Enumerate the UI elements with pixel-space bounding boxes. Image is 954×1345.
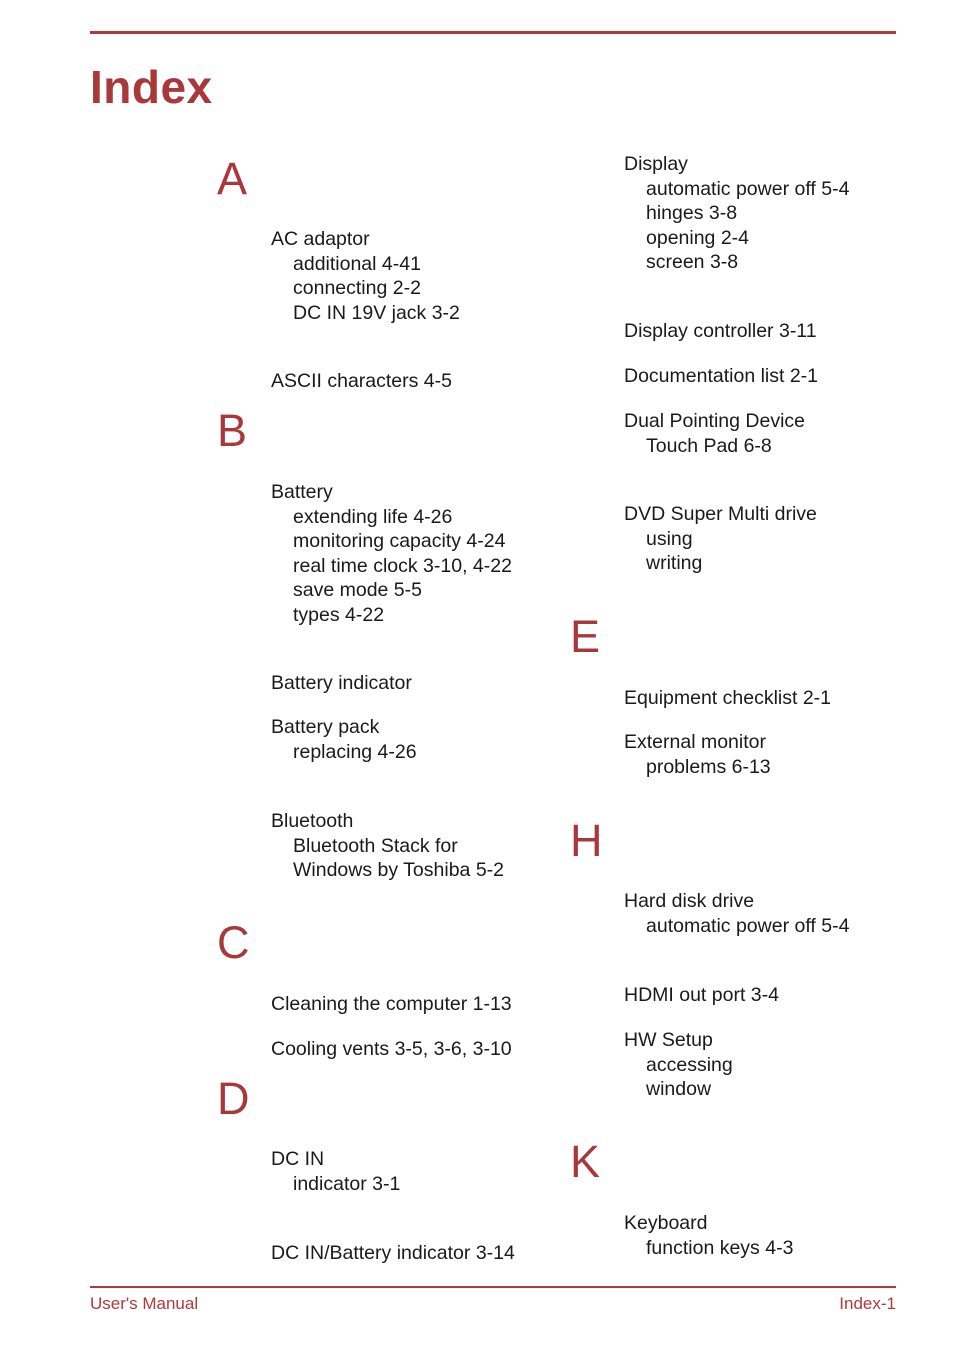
entry-subterm: hinges 3-8 bbox=[646, 202, 738, 224]
entry-subterm: DC IN 19V jack 3-2 bbox=[293, 301, 460, 324]
section-letter-e: E bbox=[570, 611, 601, 662]
entry-subterm: real time clock 3-10, 4-22 bbox=[293, 554, 512, 577]
section-letter-k: K bbox=[570, 1136, 601, 1187]
entry-subterm: Touch Pad 6-8 bbox=[646, 434, 772, 457]
index-entry-dc-in-battery-indicator bbox=[271, 1241, 515, 1266]
index-entry-ascii bbox=[271, 369, 452, 394]
index-entry-bluetooth bbox=[271, 809, 504, 883]
entry-term: Battery indicator bbox=[271, 672, 412, 694]
entry-subterm: accessing bbox=[646, 1053, 733, 1076]
entry-subterm: connecting 2-2 bbox=[293, 277, 421, 299]
index-entry-equipment-checklist bbox=[624, 686, 831, 711]
entry-term: Bluetooth bbox=[271, 810, 354, 832]
entry-subterm: additional 4-41 bbox=[293, 252, 421, 275]
entry-subterm: save mode 5-5 bbox=[293, 579, 422, 601]
entry-term: Documentation list 2-1 bbox=[624, 365, 819, 387]
footer-manual-name: User's Manual bbox=[90, 1294, 199, 1313]
entry-term: DC IN bbox=[271, 1148, 325, 1170]
entry-subterm: screen 3-8 bbox=[646, 251, 739, 273]
entry-subterm: problems 6-13 bbox=[646, 755, 771, 778]
index-entry-dvd-drive bbox=[624, 502, 817, 576]
entry-term: Cleaning the computer 1-13 bbox=[271, 993, 512, 1015]
entry-term: Display controller 3-11 bbox=[624, 320, 817, 342]
index-entry-display bbox=[624, 152, 849, 275]
footer-page-number: Index-1 bbox=[839, 1294, 896, 1313]
entry-subterm: function keys 4-3 bbox=[646, 1236, 794, 1259]
index-entry-cooling-vents bbox=[271, 1037, 512, 1062]
entry-term: HW Setup bbox=[624, 1029, 713, 1051]
entry-subterm: Windows by Toshiba 5-2 bbox=[293, 859, 504, 881]
entry-subterm: indicator 3-1 bbox=[293, 1172, 401, 1195]
page-title: Index bbox=[90, 61, 213, 113]
entry-term: Battery bbox=[271, 481, 333, 503]
index-entry-display-controller bbox=[624, 319, 817, 344]
index-entry-battery-pack bbox=[271, 715, 417, 764]
index-entry-battery-indicator bbox=[271, 671, 412, 696]
index-entry-hdmi-out-port bbox=[624, 983, 779, 1008]
index-entry-dual-pointing-device bbox=[624, 409, 805, 458]
index-entry-hw-setup bbox=[624, 1028, 733, 1102]
footer-rule bbox=[90, 1286, 896, 1288]
entry-subterm: extending life 4-26 bbox=[293, 505, 453, 528]
index-entry-battery bbox=[271, 480, 512, 627]
index-entry-external-monitor bbox=[624, 730, 771, 779]
entry-subterm: automatic power off 5-4 bbox=[646, 914, 850, 937]
entry-term: Keyboard bbox=[624, 1212, 708, 1234]
section-letter-b: B bbox=[217, 405, 248, 456]
index-entry-dc-in bbox=[271, 1147, 400, 1196]
index-entry-ac-adaptor bbox=[271, 227, 460, 325]
index-entry-documentation-list bbox=[624, 364, 818, 389]
entry-term: Equipment checklist 2-1 bbox=[624, 687, 832, 709]
index-entry-cleaning bbox=[271, 992, 512, 1017]
entry-subterm: types 4-22 bbox=[293, 603, 385, 626]
entry-term: Battery pack bbox=[271, 716, 380, 738]
entry-term: AC adaptor bbox=[271, 228, 370, 250]
entry-subterm: writing bbox=[646, 552, 703, 574]
header-rule bbox=[90, 31, 896, 34]
entry-term: Dual Pointing Device bbox=[624, 410, 806, 432]
entry-term: DC IN/Battery indicator 3-14 bbox=[271, 1242, 515, 1264]
entry-term: HDMI out port 3-4 bbox=[624, 984, 779, 1006]
section-letter-a: A bbox=[217, 153, 248, 204]
section-letter-d: D bbox=[217, 1073, 250, 1124]
entry-term: Cooling vents 3-5, 3-6, 3-10 bbox=[271, 1038, 512, 1060]
section-letter-c: C bbox=[217, 917, 250, 968]
entry-subterm: window bbox=[646, 1078, 712, 1100]
entry-subterm: opening 2-4 bbox=[646, 226, 750, 249]
entry-subterm: using bbox=[646, 527, 693, 550]
entry-term: ASCII characters 4-5 bbox=[271, 370, 452, 392]
entry-term: Hard disk drive bbox=[624, 890, 755, 912]
entry-subterm: replacing 4-26 bbox=[293, 740, 417, 763]
index-entry-keyboard bbox=[624, 1211, 793, 1260]
entry-term: DVD Super Multi drive bbox=[624, 503, 817, 525]
index-entry-hard-disk-drive bbox=[624, 889, 849, 938]
entry-subterm: automatic power off 5-4 bbox=[646, 177, 850, 200]
entry-term: Display bbox=[624, 153, 688, 175]
entry-subterm: monitoring capacity 4-24 bbox=[293, 530, 506, 552]
entry-term: External monitor bbox=[624, 731, 766, 753]
entry-subterm: Bluetooth Stack for bbox=[293, 834, 458, 857]
section-letter-h: H bbox=[570, 815, 603, 866]
